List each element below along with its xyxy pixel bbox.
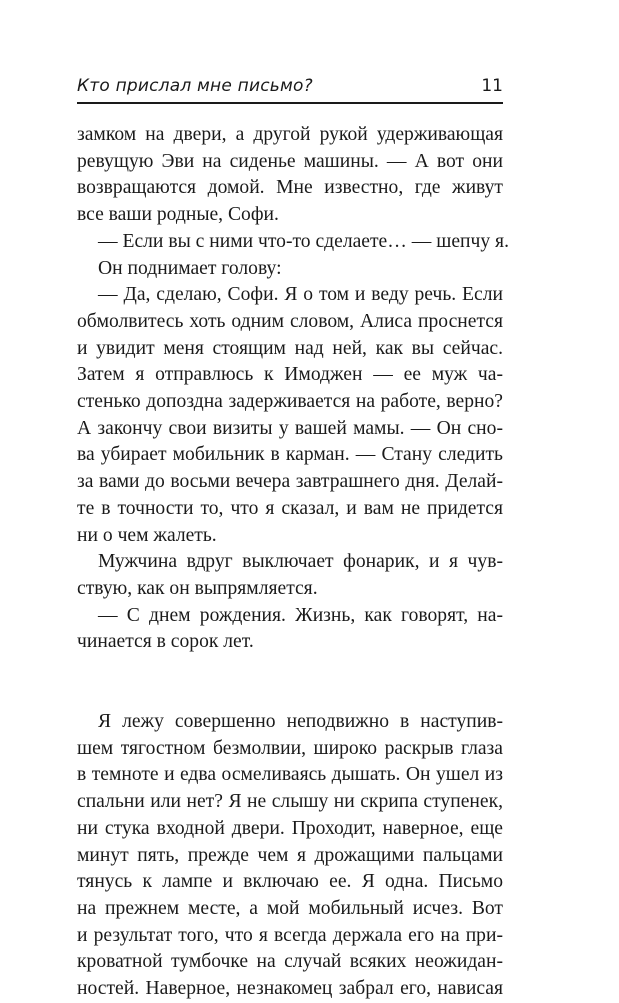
paragraph bbox=[77, 122, 503, 229]
text-line: — С днем рождения. Жизнь, как говорят, на- bbox=[98, 604, 503, 626]
text-line: в темноте и едва осмеливаясь дышать. Он ушел из bbox=[77, 764, 503, 786]
paragraph bbox=[77, 229, 509, 256]
paragraph bbox=[77, 709, 503, 1003]
header-rule bbox=[77, 102, 503, 104]
text-line: Он поднимает голову: bbox=[98, 257, 282, 279]
text-line: А закончу свои визиты у вашей мамы. — Он сно- bbox=[77, 417, 503, 439]
text-line: тянусь к лампе и включаю ее. Я одна. Письмо bbox=[77, 871, 503, 893]
paragraph bbox=[77, 549, 503, 602]
text-line: ни стука входной двери. Проходит, наверное, еще bbox=[77, 817, 503, 839]
text-line: — Да, сделаю, Софи. Я о том и веду речь. Если bbox=[98, 284, 503, 306]
text-line: чинается в сорок лет. bbox=[77, 631, 254, 653]
text-line: обмолвитесь хоть одним словом, Алиса проснется bbox=[77, 310, 503, 332]
text-line: минут пять, прежде чем я дрожащими пальцами bbox=[77, 844, 503, 866]
text-line: возвращаются домой. Мне известно, где живут bbox=[77, 177, 503, 199]
page-number: 11 bbox=[481, 76, 503, 96]
text-line: ва убирает мобильник в карман. — Стану следить bbox=[77, 444, 503, 466]
text-line: и результат того, что я всегда держала его на при- bbox=[77, 924, 503, 946]
text-line: Мужчина вдруг выключает фонарик, и я чув- bbox=[98, 551, 503, 573]
text-line: Затем я отправлюсь к Имоджен — ее муж ча- bbox=[77, 364, 503, 386]
text-line: за вами до восьми вечера завтрашнего дня. Делай- bbox=[77, 471, 503, 493]
text-line: замком на двери, а другой рукой удерживающая bbox=[77, 124, 503, 145]
running-header-title: Кто прислал мне письмо? bbox=[77, 76, 313, 96]
paragraph bbox=[77, 282, 503, 549]
text-line: ностей. Наверное, незнакомец забрал его, нависая bbox=[77, 978, 503, 1000]
body-text bbox=[77, 122, 509, 1003]
text-line: ни о чем жалеть. bbox=[77, 524, 217, 546]
running-header bbox=[77, 74, 503, 104]
text-line: спальни или нет? Я не слышу ни скрипа ступенек, bbox=[77, 791, 503, 813]
text-line: ревущую Эви на сиденье машины. — А вот они bbox=[77, 150, 503, 172]
section-break bbox=[77, 656, 503, 709]
text-line: на прежнем месте, а мой мобильный исчез. Вот bbox=[77, 897, 503, 919]
text-line: все ваши родные, Софи. bbox=[77, 204, 279, 226]
text-line: те в точности то, что я сказал, и вам не придется bbox=[77, 497, 503, 519]
text-line: — Если вы с ними что-то сделаете… — шепчу я. bbox=[98, 230, 509, 252]
paragraph bbox=[77, 603, 503, 656]
text-line: ствую, как он выпрямляется. bbox=[77, 577, 318, 599]
text-line: стенько допоздна задерживается на работе, верно? bbox=[77, 391, 503, 413]
text-line: и увидит меня стоящим над ней, как вы сейчас. bbox=[77, 337, 503, 359]
paragraph bbox=[77, 256, 503, 283]
text-line: шем тягостном безмолвии, широко раскрыв глаза bbox=[77, 737, 503, 759]
text-line: Я лежу совершенно неподвижно в наступив- bbox=[98, 711, 503, 733]
text-line: кроватной тумбочке на случай всяких неожидан- bbox=[77, 951, 503, 973]
